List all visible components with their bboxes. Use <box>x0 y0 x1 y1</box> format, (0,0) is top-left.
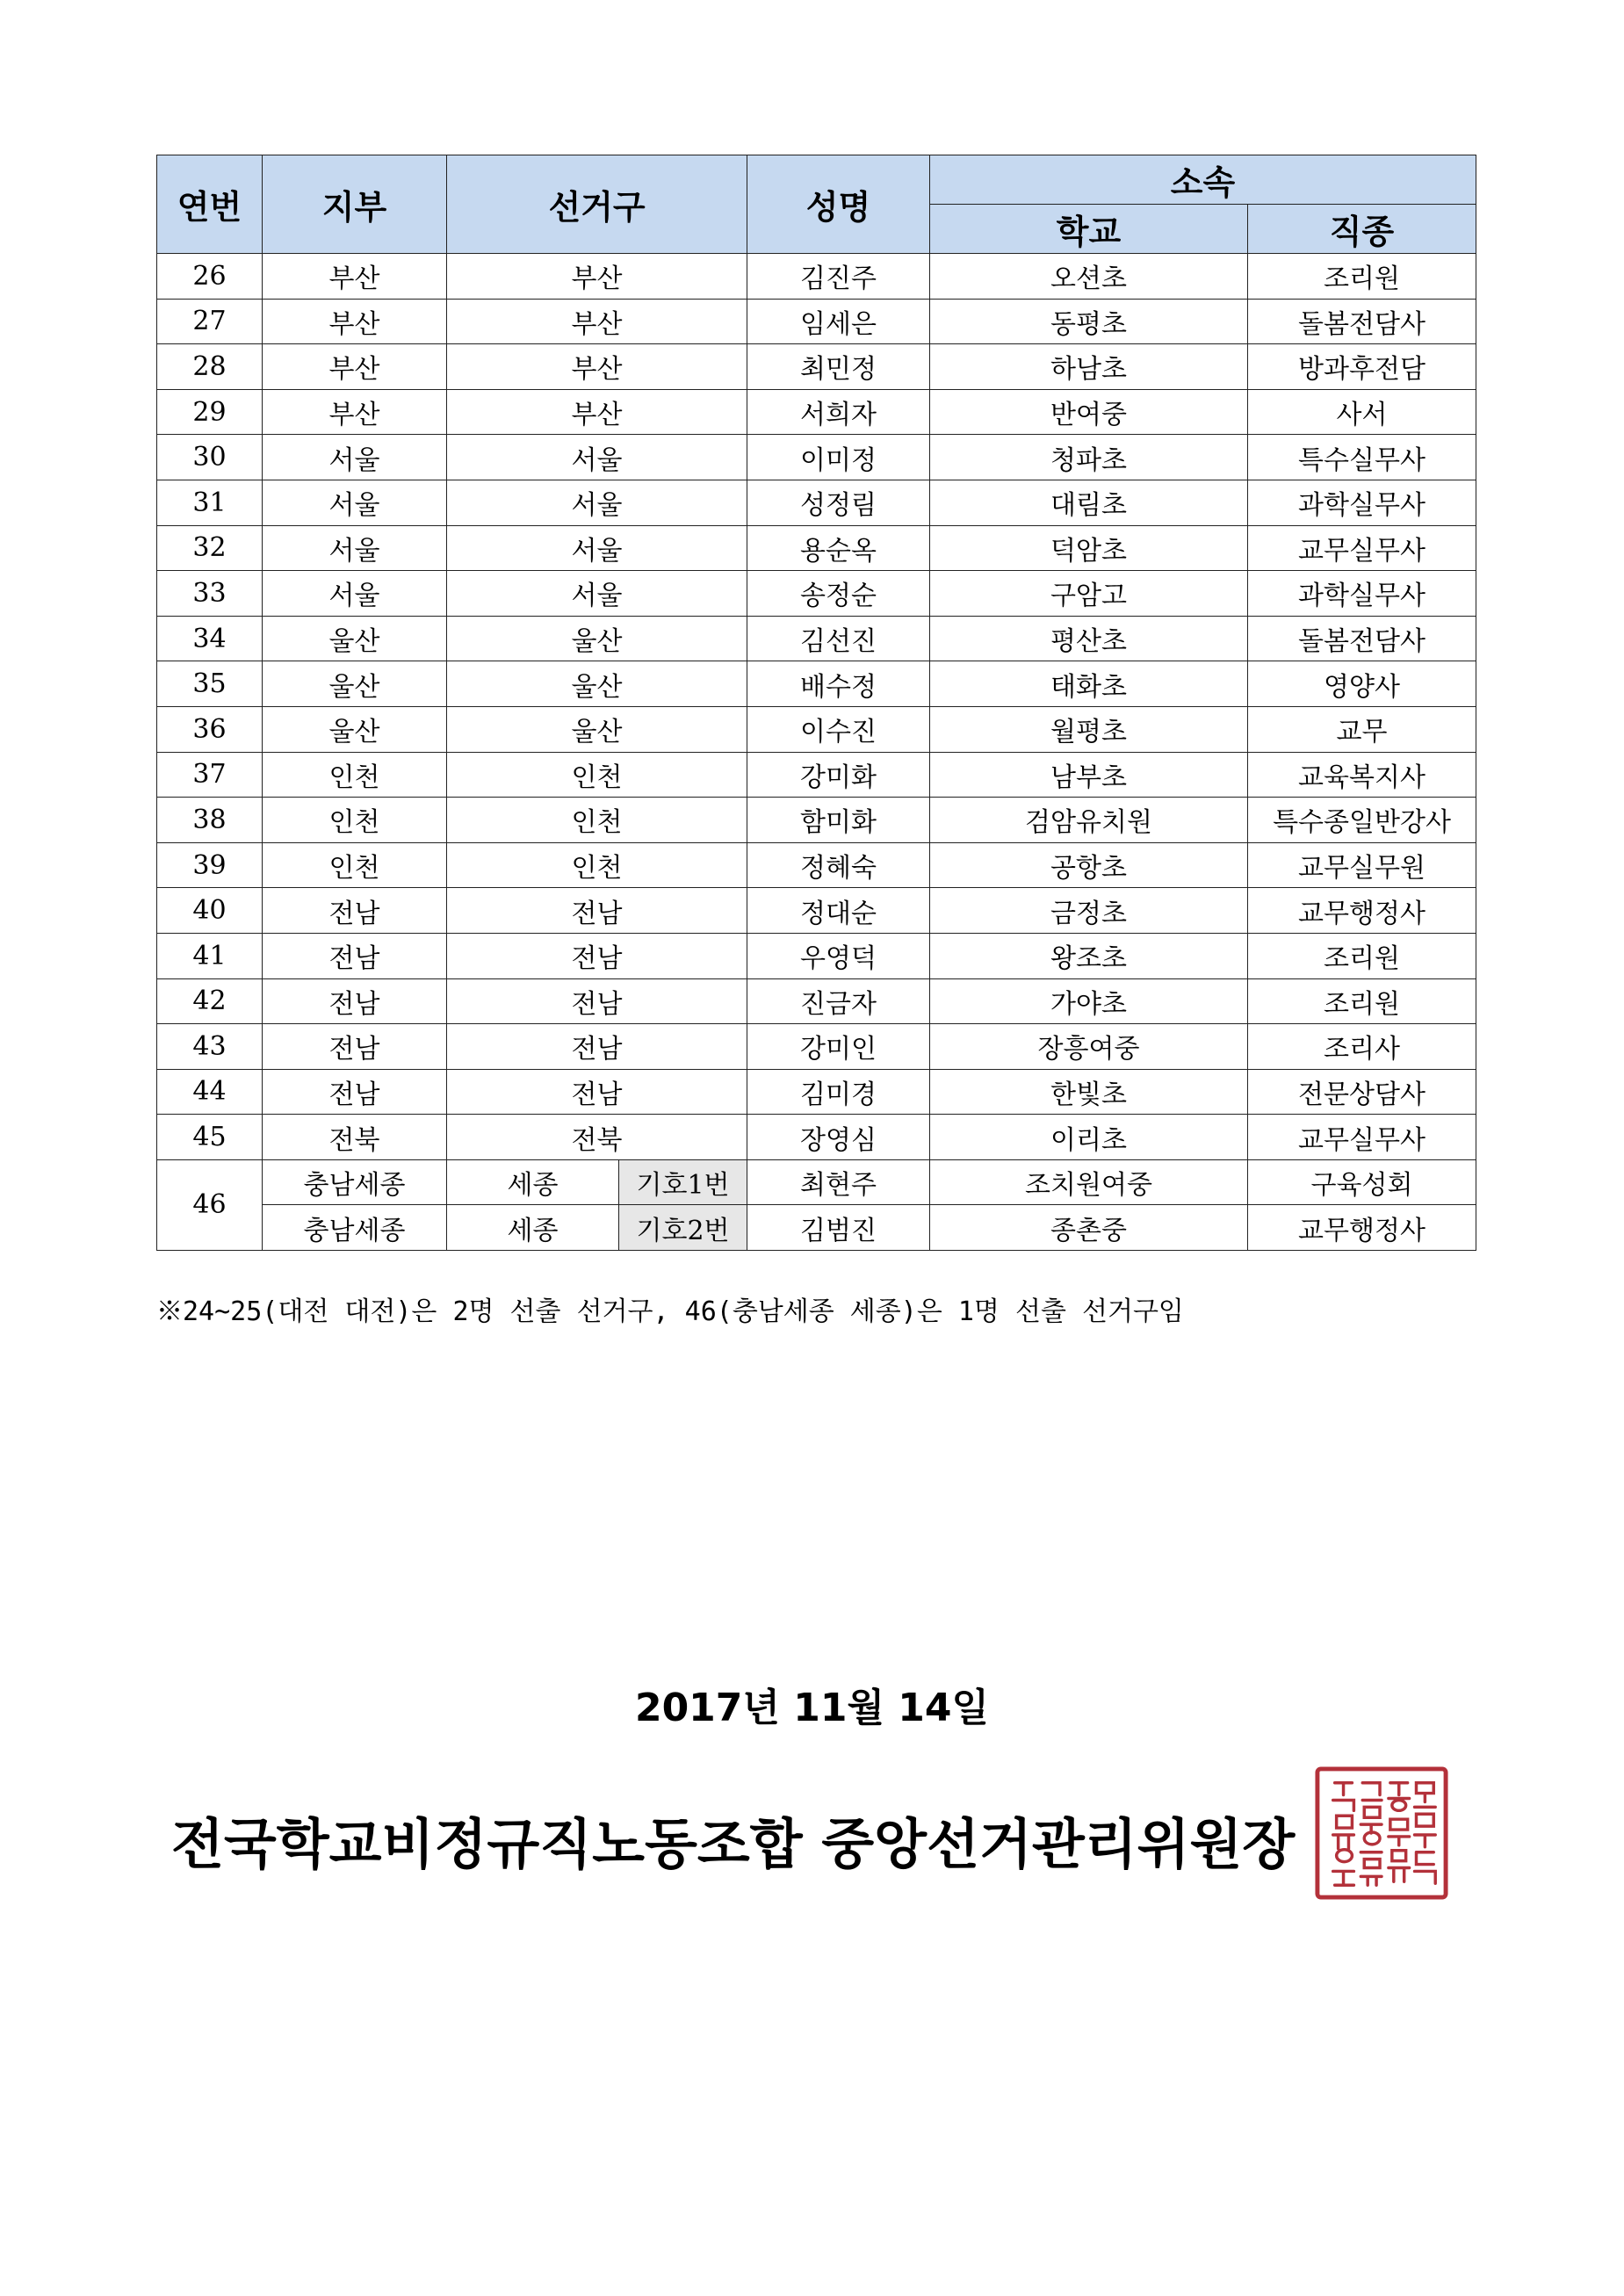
document-date: 2017년 11월 14일 <box>634 1686 990 1730</box>
cell-school: 태화초 <box>930 661 1248 707</box>
cell-job: 돌봄전담사 <box>1248 616 1476 661</box>
cell-school: 장흥여중 <box>930 1024 1248 1070</box>
cell-branch: 서울 <box>263 480 447 525</box>
cell-school: 가야초 <box>930 978 1248 1024</box>
cell-job: 특수실무사 <box>1248 435 1476 480</box>
cell-school: 공항초 <box>930 842 1248 888</box>
cell-district: 인천 <box>447 842 747 888</box>
cell-job: 특수종일반강사 <box>1248 798 1476 843</box>
cell-school: 남부초 <box>930 752 1248 798</box>
table-row <box>157 616 1476 661</box>
cell-name: 최민정 <box>747 344 930 390</box>
cell-name: 성정림 <box>747 480 930 525</box>
cell-district: 인천 <box>447 798 747 843</box>
candidate-table <box>156 155 1476 1251</box>
cell-school: 하남초 <box>930 344 1248 390</box>
cell-no: 27 <box>157 299 263 344</box>
cell-district: 전남 <box>447 933 747 978</box>
cell-branch: 울산 <box>263 661 447 707</box>
table-row <box>157 888 1476 934</box>
cell-district: 세종 <box>447 1205 619 1251</box>
signer-title: 전국학교비정규직노동조합 중앙선거관리위원장 <box>171 1812 1296 1876</box>
cell-branch: 충남세종 <box>263 1205 447 1251</box>
cell-district: 서울 <box>447 525 747 571</box>
cell-no: 42 <box>157 978 263 1024</box>
cell-no: 38 <box>157 798 263 843</box>
cell-name: 최현주 <box>747 1159 930 1205</box>
cell-school: 월평초 <box>930 706 1248 752</box>
table-row <box>157 299 1476 344</box>
cell-branch: 인천 <box>263 752 447 798</box>
cell-job: 조리원 <box>1248 933 1476 978</box>
cell-no: 31 <box>157 480 263 525</box>
cell-name: 우영덕 <box>747 933 930 978</box>
cell-name: 김범진 <box>747 1205 930 1251</box>
cell-district: 서울 <box>447 480 747 525</box>
cell-branch: 서울 <box>263 435 447 480</box>
cell-school: 청파초 <box>930 435 1248 480</box>
cell-district: 세종 <box>447 1159 619 1205</box>
cell-name: 배수정 <box>747 661 930 707</box>
cell-district: 서울 <box>447 435 747 480</box>
cell-no: 37 <box>157 752 263 798</box>
cell-school: 조치원여중 <box>930 1159 1248 1205</box>
cell-job: 교무실무사 <box>1248 1115 1476 1160</box>
header-no: 연번 <box>157 155 263 254</box>
cell-district: 부산 <box>447 344 747 390</box>
cell-job: 과학실무사 <box>1248 480 1476 525</box>
cell-branch: 충남세종 <box>263 1159 447 1205</box>
cell-district: 전남 <box>447 1069 747 1115</box>
cell-branch: 전남 <box>263 1069 447 1115</box>
cell-name: 정혜숙 <box>747 842 930 888</box>
cell-district: 전남 <box>447 1024 747 1070</box>
cell-no: 39 <box>157 842 263 888</box>
cell-no: 36 <box>157 706 263 752</box>
cell-school: 평산초 <box>930 616 1248 661</box>
cell-no: 30 <box>157 435 263 480</box>
table-row <box>157 978 1476 1024</box>
cell-district: 울산 <box>447 616 747 661</box>
cell-name: 임세은 <box>747 299 930 344</box>
cell-branch: 부산 <box>263 254 447 300</box>
cell-job: 조리사 <box>1248 1024 1476 1070</box>
cell-school: 동평초 <box>930 299 1248 344</box>
cell-no: 29 <box>157 389 263 435</box>
cell-district: 부산 <box>447 254 747 300</box>
cell-branch: 인천 <box>263 842 447 888</box>
cell-job: 교무실무사 <box>1248 525 1476 571</box>
cell-school: 구암고 <box>930 571 1248 617</box>
header-affiliation: 소속 <box>930 155 1476 205</box>
table-row <box>157 1024 1476 1070</box>
cell-branch: 서울 <box>263 525 447 571</box>
cell-school: 반여중 <box>930 389 1248 435</box>
cell-name: 김미경 <box>747 1069 930 1115</box>
cell-no: 41 <box>157 933 263 978</box>
cell-name: 장영심 <box>747 1115 930 1160</box>
table-row <box>157 1115 1476 1160</box>
cell-branch: 전북 <box>263 1115 447 1160</box>
footnote: ※24~25(대전 대전)은 2명 선출 선거구, 46(충남세종 세종)은 1명 선출 선거구임 <box>156 1296 1184 1327</box>
cell-job: 조리원 <box>1248 254 1476 300</box>
table-row <box>157 1069 1476 1115</box>
cell-job: 교육복지사 <box>1248 752 1476 798</box>
cell-name: 서희자 <box>747 389 930 435</box>
cell-job: 과학실무사 <box>1248 571 1476 617</box>
table-row <box>157 661 1476 707</box>
header-name: 성명 <box>747 155 930 254</box>
cell-district: 전남 <box>447 888 747 934</box>
cell-ballot-number: 기호1번 <box>619 1159 747 1205</box>
header-branch: 지부 <box>263 155 447 254</box>
cell-job: 영양사 <box>1248 661 1476 707</box>
cell-name: 강미인 <box>747 1024 930 1070</box>
cell-job: 교무실무원 <box>1248 842 1476 888</box>
cell-district: 울산 <box>447 706 747 752</box>
cell-job: 방과후전담 <box>1248 344 1476 390</box>
cell-district: 부산 <box>447 299 747 344</box>
table-row <box>157 798 1476 843</box>
table-row <box>157 344 1476 390</box>
cell-no: 28 <box>157 344 263 390</box>
cell-school: 종촌중 <box>930 1205 1248 1251</box>
cell-no: 45 <box>157 1115 263 1160</box>
cell-school: 덕암초 <box>930 525 1248 571</box>
cell-name: 김선진 <box>747 616 930 661</box>
table-row <box>157 389 1476 435</box>
cell-ballot-number: 기호2번 <box>619 1205 747 1251</box>
cell-job: 구육성회 <box>1248 1159 1476 1205</box>
cell-name: 이미정 <box>747 435 930 480</box>
cell-name: 함미화 <box>747 798 930 843</box>
cell-no: 33 <box>157 571 263 617</box>
table-row <box>157 706 1476 752</box>
table-row <box>157 1159 1476 1205</box>
cell-job: 전문상담사 <box>1248 1069 1476 1115</box>
table-row <box>157 842 1476 888</box>
cell-branch: 전남 <box>263 978 447 1024</box>
cell-branch: 울산 <box>263 616 447 661</box>
cell-branch: 서울 <box>263 571 447 617</box>
cell-district: 전북 <box>447 1115 747 1160</box>
cell-no: 46 <box>157 1159 263 1250</box>
cell-job: 사서 <box>1248 389 1476 435</box>
cell-no: 44 <box>157 1069 263 1115</box>
table-row <box>157 254 1476 300</box>
cell-district: 전남 <box>447 978 747 1024</box>
cell-district: 인천 <box>447 752 747 798</box>
cell-branch: 부산 <box>263 389 447 435</box>
cell-branch: 울산 <box>263 706 447 752</box>
cell-no: 40 <box>157 888 263 934</box>
cell-branch: 부산 <box>263 344 447 390</box>
cell-no: 32 <box>157 525 263 571</box>
cell-no: 35 <box>157 661 263 707</box>
cell-name: 용순옥 <box>747 525 930 571</box>
table-row <box>157 1205 1476 1251</box>
cell-branch: 전남 <box>263 1024 447 1070</box>
table-row <box>157 933 1476 978</box>
header-school: 학교 <box>930 205 1248 254</box>
cell-school: 오션초 <box>930 254 1248 300</box>
table-row <box>157 435 1476 480</box>
cell-branch: 인천 <box>263 798 447 843</box>
cell-district: 서울 <box>447 571 747 617</box>
cell-job: 돌봄전담사 <box>1248 299 1476 344</box>
cell-job: 교무행정사 <box>1248 888 1476 934</box>
table-row <box>157 525 1476 571</box>
cell-no: 34 <box>157 616 263 661</box>
cell-school: 금정초 <box>930 888 1248 934</box>
seal-stamp-icon <box>1312 1764 1451 1903</box>
cell-name: 김진주 <box>747 254 930 300</box>
cell-name: 이수진 <box>747 706 930 752</box>
cell-school: 이리초 <box>930 1115 1248 1160</box>
cell-school: 왕조초 <box>930 933 1248 978</box>
cell-job: 교무행정사 <box>1248 1205 1476 1251</box>
cell-name: 강미화 <box>747 752 930 798</box>
cell-branch: 부산 <box>263 299 447 344</box>
header-district: 선거구 <box>447 155 747 254</box>
table-row <box>157 480 1476 525</box>
table-row <box>157 571 1476 617</box>
cell-name: 송정순 <box>747 571 930 617</box>
cell-job: 조리원 <box>1248 978 1476 1024</box>
cell-no: 26 <box>157 254 263 300</box>
cell-school: 한빛초 <box>930 1069 1248 1115</box>
cell-district: 울산 <box>447 661 747 707</box>
cell-school: 검암유치원 <box>930 798 1248 843</box>
table-row <box>157 752 1476 798</box>
cell-branch: 전남 <box>263 933 447 978</box>
header-job: 직종 <box>1248 205 1476 254</box>
cell-branch: 전남 <box>263 888 447 934</box>
cell-job: 교무 <box>1248 706 1476 752</box>
cell-name: 진금자 <box>747 978 930 1024</box>
cell-district: 부산 <box>447 389 747 435</box>
cell-no: 43 <box>157 1024 263 1070</box>
cell-school: 대림초 <box>930 480 1248 525</box>
cell-name: 정대순 <box>747 888 930 934</box>
